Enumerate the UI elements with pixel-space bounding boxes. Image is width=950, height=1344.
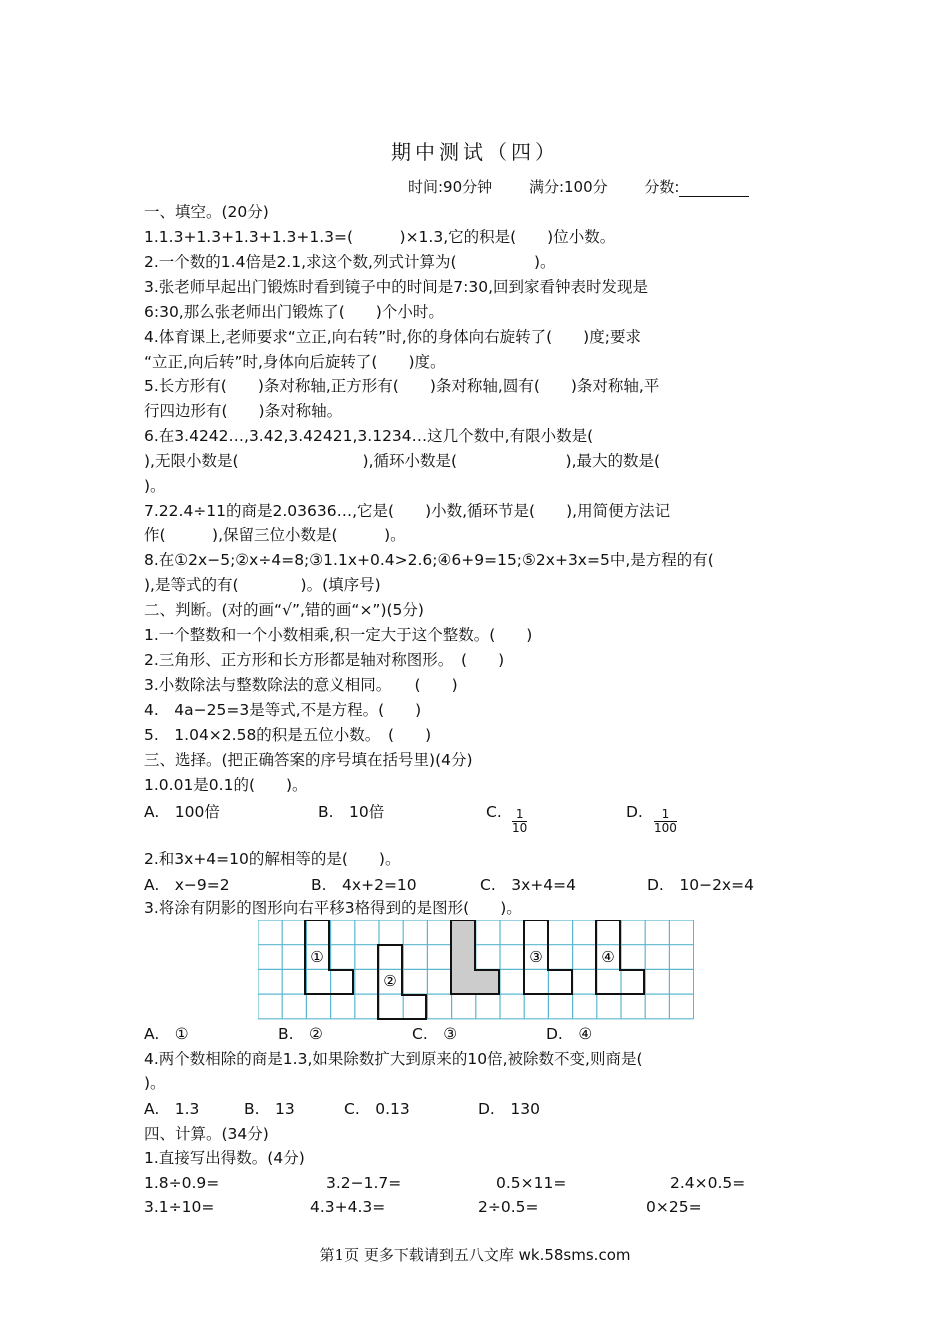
q1-fraction-c [512,808,527,834]
footer-prefix: 第 [319,1246,335,1264]
question-line: 1.一个整数和一个小数相乘,积一定大于这个整数。( ) [144,626,533,644]
footer-page-number: 1 [334,1246,345,1264]
question-line: 3.张老师早起出门锻炼时看到镜子中的时间是7:30,回到家看钟表时发现是 [144,278,649,296]
question-line: 1.0.01是0.1的( )。 [144,776,308,794]
q2-option-d: D. 10−2x=4 [647,876,754,894]
q4-option-c: C. 0.13 [344,1100,410,1118]
score-label: 分数: [644,178,680,196]
q4-option-d: D. 130 [478,1100,540,1118]
q1-option-b: B. 10倍 [318,803,385,821]
q2-option-b: B. 4x+2=10 [311,876,417,894]
question-line: 2.和3x+4=10的解相等的是( )。 [144,850,401,868]
q3-option-a: A. ① [144,1025,189,1043]
question-line: 作( ),保留三位小数是( )。 [144,526,406,544]
footer-text: 页 更多下载请到五八文库 [344,1246,514,1264]
q3-option-d: D. ④ [546,1025,593,1043]
question-line: 2.一个数的1.4倍是2.1,求这个数,列式计算为( )。 [144,253,556,271]
section-2-heading: 二、判断。(对的画“√”,错的画“×”)(5分) [144,601,424,619]
section-1-heading: 一、填空。(20分) [144,203,269,221]
q2-option-a: A. x−9=2 [144,876,230,894]
calc-item: 2.4×0.5= [670,1174,746,1192]
question-line: )。 [144,1074,166,1092]
question-line: 6:30,那么张老师出门锻炼了( )个小时。 [144,303,444,321]
q3-option-b: B. ② [278,1025,323,1043]
q1-fraction-d [654,808,677,834]
calc-item: 3.2−1.7= [326,1174,402,1192]
section-4-heading: 四、计算。(34分) [144,1125,269,1143]
question-line: 1.直接写出得数。(4分) [144,1149,305,1167]
time-label: 时间:90分钟 [408,178,493,196]
question-line: 1.1.3+1.3+1.3+1.3+1.3=( )×1.3,它的积是( )位小数。 [144,228,616,246]
q1-option-a: A. 100倍 [144,803,220,821]
translation-grid-figure [258,920,694,1020]
question-line: 6.在3.4242…,3.42,3.42421,3.1234…这几个数中,有限小数是( [144,427,594,445]
page-title: 期中测试（四） [391,140,559,164]
question-line: )。 [144,477,166,495]
section-3-heading: 三、选择。(把正确答案的序号填在括号里)(4分) [144,751,473,769]
calc-item: 0×25= [646,1198,702,1216]
q1-option-c: C. [486,803,502,821]
calc-item: 1.8÷0.9= [144,1174,220,1192]
calc-item: 2÷0.5= [478,1198,539,1216]
question-line: 7.22.4÷11的商是2.03636…,它是( )小数,循环节是( ),用简便方法记 [144,502,671,520]
figure-label: ③ [529,948,543,966]
calc-item: 0.5×11= [496,1174,567,1192]
figure-label: ① [310,948,324,966]
question-line: 行四边形有( )条对称轴。 [144,402,343,420]
score-blank [679,196,749,197]
figure-label: ④ [601,948,615,966]
q3-option-c: C. ③ [412,1025,458,1043]
full-score-label: 满分:100分 [528,178,608,196]
page-footer [0,1244,950,1265]
q2-option-c: C. 3x+4=4 [480,876,576,894]
question-line: 8.在①2x−5;②x÷4=8;③1.1x+0.4>2.6;④6+9=15;⑤2x+3x=5中,是方程的有( [144,551,714,569]
question-line: 3.将涂有阴影的图形向右平移3格得到的是图形( )。 [144,899,522,917]
question-line: 5.长方形有( )条对称轴,正方形有( )条对称轴,圆有( )条对称轴,平 [144,377,660,395]
fraction-numerator: 1 [512,808,527,822]
question-line: ),无限小数是( ),循环小数是( ),最大的数是( [144,452,661,470]
fraction-numerator: 1 [654,808,677,822]
fraction-denominator: 10 [512,821,528,834]
question-line: 4. 4a−25=3是等式,不是方程。( ) [144,701,422,719]
calc-item: 3.1÷10= [144,1198,215,1216]
q4-option-a: A. 1.3 [144,1100,200,1118]
question-line: 4.体育课上,老师要求“立正,向右转”时,你的身体向右旋转了( )度;要求 [144,328,641,346]
calc-item: 4.3+4.3= [310,1198,386,1216]
figure-label: ② [383,972,397,990]
footer-site[interactable]: wk.58sms.com [518,1246,631,1264]
question-line: “立正,向后转”时,身体向后旋转了( )度。 [144,353,446,371]
question-line: 5. 1.04×2.58的积是五位小数。 ( ) [144,726,432,744]
question-line: 2.三角形、正方形和长方形都是轴对称图形。 ( ) [144,651,505,669]
question-line: 4.两个数相除的商是1.3,如果除数扩大到原来的10倍,被除数不变,则商是( [144,1050,643,1068]
question-line: 3.小数除法与整数除法的意义相同。 ( ) [144,676,458,694]
exam-meta [408,176,749,197]
shaded-figure-shape [451,920,499,994]
q1-option-d: D. [626,803,643,821]
fraction-denominator: 100 [654,821,677,834]
question-line: ),是等式的有( )。(填序号) [144,576,381,594]
q4-option-b: B. 13 [244,1100,295,1118]
